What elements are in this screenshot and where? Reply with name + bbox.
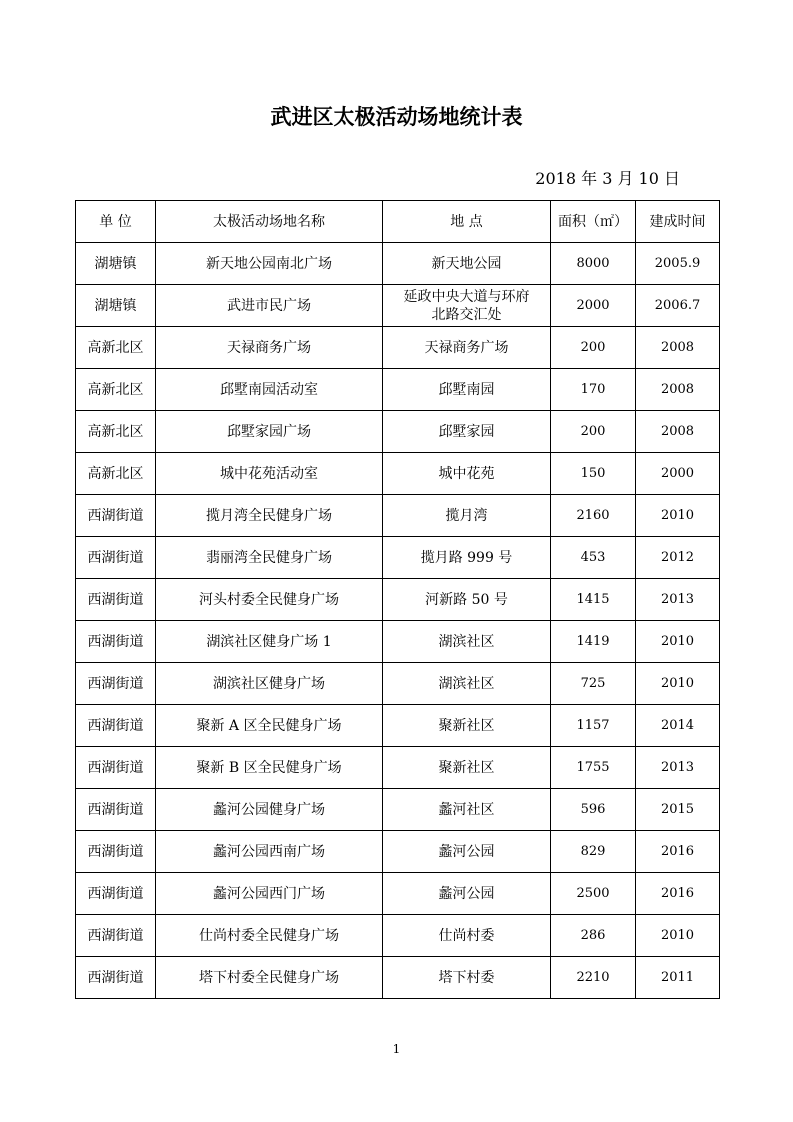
cell-build-time: 2013 xyxy=(636,747,720,789)
cell-unit: 西湖街道 xyxy=(76,621,156,663)
cell-area: 286 xyxy=(551,915,636,957)
cell-unit: 西湖街道 xyxy=(76,789,156,831)
cell-unit: 高新北区 xyxy=(76,369,156,411)
cell-venue-name: 天禄商务广场 xyxy=(156,327,383,369)
cell-location: 邱墅南园 xyxy=(383,369,551,411)
table-row xyxy=(76,495,720,537)
cell-venue-name: 蠡河公园西南广场 xyxy=(156,831,383,873)
cell-unit: 西湖街道 xyxy=(76,663,156,705)
cell-location: 蠡河公园 xyxy=(383,831,551,873)
cell-area: 725 xyxy=(551,663,636,705)
cell-area: 8000 xyxy=(551,243,636,285)
cell-location: 湖滨社区 xyxy=(383,663,551,705)
header-location: 地 点 xyxy=(383,201,551,243)
cell-venue-name: 聚新 A 区全民健身广场 xyxy=(156,705,383,747)
cell-area: 1419 xyxy=(551,621,636,663)
cell-venue-name: 湖滨社区健身广场 xyxy=(156,663,383,705)
table-header-row xyxy=(76,201,720,243)
table-row xyxy=(76,453,720,495)
cell-area: 829 xyxy=(551,831,636,873)
venue-statistics-table xyxy=(75,200,720,999)
cell-location: 聚新社区 xyxy=(383,705,551,747)
cell-unit: 西湖街道 xyxy=(76,747,156,789)
cell-build-time: 2012 xyxy=(636,537,720,579)
table-row xyxy=(76,579,720,621)
cell-build-time: 2015 xyxy=(636,789,720,831)
cell-build-time: 2010 xyxy=(636,915,720,957)
cell-venue-name: 邱墅家园广场 xyxy=(156,411,383,453)
table-row xyxy=(76,537,720,579)
cell-build-time: 2000 xyxy=(636,453,720,495)
cell-venue-name: 聚新 B 区全民健身广场 xyxy=(156,747,383,789)
cell-area: 200 xyxy=(551,411,636,453)
cell-location: 延政中央大道与环府北路交汇处 xyxy=(383,285,551,327)
cell-location: 揽月路 999 号 xyxy=(383,537,551,579)
cell-area: 2160 xyxy=(551,495,636,537)
table-row xyxy=(76,831,720,873)
cell-unit: 高新北区 xyxy=(76,411,156,453)
cell-unit: 西湖街道 xyxy=(76,873,156,915)
cell-build-time: 2006.7 xyxy=(636,285,720,327)
cell-build-time: 2005.9 xyxy=(636,243,720,285)
cell-area: 2500 xyxy=(551,873,636,915)
cell-venue-name: 湖滨社区健身广场 1 xyxy=(156,621,383,663)
cell-venue-name: 城中花苑活动室 xyxy=(156,453,383,495)
cell-location: 蠡河社区 xyxy=(383,789,551,831)
cell-location: 城中花苑 xyxy=(383,453,551,495)
cell-location: 聚新社区 xyxy=(383,747,551,789)
table-row xyxy=(76,285,720,327)
table-row xyxy=(76,663,720,705)
cell-venue-name: 蠡河公园西门广场 xyxy=(156,873,383,915)
cell-location: 天禄商务广场 xyxy=(383,327,551,369)
cell-location: 湖滨社区 xyxy=(383,621,551,663)
table-row xyxy=(76,789,720,831)
cell-build-time: 2008 xyxy=(636,327,720,369)
cell-unit: 西湖街道 xyxy=(76,705,156,747)
cell-venue-name: 翡丽湾全民健身广场 xyxy=(156,537,383,579)
cell-build-time: 2010 xyxy=(636,495,720,537)
cell-venue-name: 河头村委全民健身广场 xyxy=(156,579,383,621)
cell-venue-name: 武进市民广场 xyxy=(156,285,383,327)
cell-area: 453 xyxy=(551,537,636,579)
cell-unit: 西湖街道 xyxy=(76,495,156,537)
table-row xyxy=(76,411,720,453)
table-row xyxy=(76,243,720,285)
cell-venue-name: 塔下村委全民健身广场 xyxy=(156,957,383,999)
cell-build-time: 2008 xyxy=(636,411,720,453)
cell-venue-name: 邱墅南园活动室 xyxy=(156,369,383,411)
cell-build-time: 2016 xyxy=(636,873,720,915)
cell-area: 596 xyxy=(551,789,636,831)
cell-location: 揽月湾 xyxy=(383,495,551,537)
cell-area: 1157 xyxy=(551,705,636,747)
cell-venue-name: 仕尚村委全民健身广场 xyxy=(156,915,383,957)
cell-area: 1415 xyxy=(551,579,636,621)
table-row xyxy=(76,957,720,999)
table-row xyxy=(76,621,720,663)
table-row xyxy=(76,369,720,411)
cell-area: 2000 xyxy=(551,285,636,327)
cell-unit: 高新北区 xyxy=(76,453,156,495)
table-row xyxy=(76,915,720,957)
table-row xyxy=(76,747,720,789)
cell-unit: 湖塘镇 xyxy=(76,243,156,285)
cell-venue-name: 揽月湾全民健身广场 xyxy=(156,495,383,537)
report-date: 2018 年 3 月 10 日 xyxy=(535,169,680,188)
cell-build-time: 2011 xyxy=(636,957,720,999)
cell-venue-name: 新天地公园南北广场 xyxy=(156,243,383,285)
cell-area: 2210 xyxy=(551,957,636,999)
table-row xyxy=(76,327,720,369)
cell-location: 新天地公园 xyxy=(383,243,551,285)
cell-location: 河新路 50 号 xyxy=(383,579,551,621)
cell-unit: 西湖街道 xyxy=(76,957,156,999)
cell-location: 邱墅家园 xyxy=(383,411,551,453)
header-venue-name: 太极活动场地名称 xyxy=(156,201,383,243)
cell-build-time: 2014 xyxy=(636,705,720,747)
page-number: 1 xyxy=(392,1042,401,1056)
cell-build-time: 2013 xyxy=(636,579,720,621)
cell-unit: 西湖街道 xyxy=(76,537,156,579)
header-area: 面积（㎡） xyxy=(551,201,636,243)
cell-location: 蠡河公园 xyxy=(383,873,551,915)
cell-area: 1755 xyxy=(551,747,636,789)
cell-unit: 湖塘镇 xyxy=(76,285,156,327)
table-row xyxy=(76,705,720,747)
cell-build-time: 2010 xyxy=(636,663,720,705)
header-unit: 单 位 xyxy=(76,201,156,243)
cell-location: 塔下村委 xyxy=(383,957,551,999)
cell-build-time: 2008 xyxy=(636,369,720,411)
cell-area: 150 xyxy=(551,453,636,495)
cell-unit: 西湖街道 xyxy=(76,915,156,957)
cell-unit: 西湖街道 xyxy=(76,831,156,873)
cell-unit: 高新北区 xyxy=(76,327,156,369)
cell-unit: 西湖街道 xyxy=(76,579,156,621)
cell-build-time: 2010 xyxy=(636,621,720,663)
cell-build-time: 2016 xyxy=(636,831,720,873)
cell-area: 170 xyxy=(551,369,636,411)
page-title: 武进区太极活动场地统计表 xyxy=(270,105,523,129)
cell-area: 200 xyxy=(551,327,636,369)
cell-location: 仕尚村委 xyxy=(383,915,551,957)
header-build-time: 建成时间 xyxy=(636,201,720,243)
table-row xyxy=(76,873,720,915)
cell-venue-name: 蠡河公园健身广场 xyxy=(156,789,383,831)
